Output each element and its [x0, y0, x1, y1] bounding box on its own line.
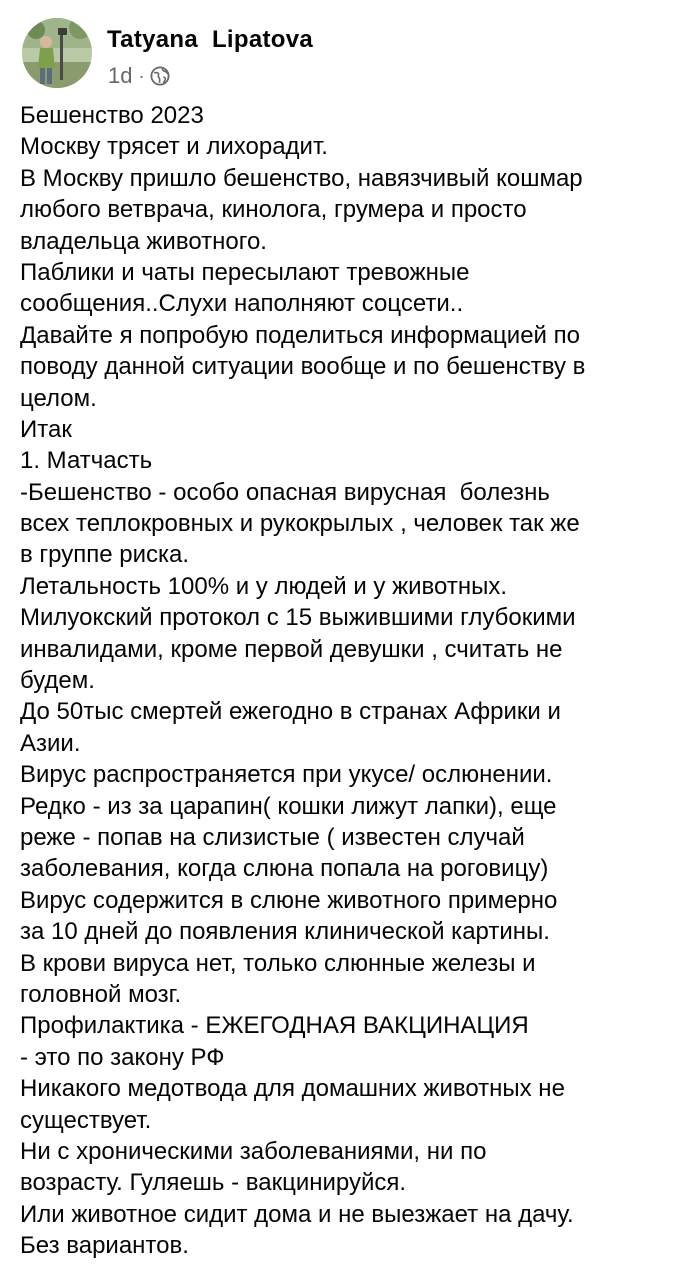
globe-icon[interactable] — [150, 66, 170, 86]
post-meta — [108, 63, 170, 89]
post-text-line: существует. — [20, 1106, 152, 1134]
post-text-line: Редко - из за царапин( кошки лижут лапки), еще — [20, 792, 557, 820]
post-text-line: Москву трясет и лихорадит. — [20, 133, 328, 161]
post-text-line: владельца животного. — [20, 227, 267, 255]
post-text-line: -Бешенство - особо опасная вирусная болезнь — [20, 478, 550, 506]
avatar-photo-icon — [22, 18, 92, 88]
post-text-line: поводу данной ситуации вообще и по бешенству в — [20, 353, 586, 381]
post-text-line: сообщения..Слухи наполняют соцсети.. — [20, 290, 464, 318]
post-text-line: Или животное сидит дома и не выезжает на дачу. — [20, 1200, 574, 1228]
post-text-line: Без вариантов. — [20, 1232, 189, 1260]
post-text-line: Летальность 100% и у людей и у животных. — [20, 572, 508, 600]
post-text-line: любого ветврача, кинолога, грумера и просто — [20, 196, 527, 224]
post-text-line: В крови вируса нет, только слюнные железы и — [20, 949, 536, 977]
post-text-line: Итак — [20, 415, 72, 443]
post-timestamp[interactable]: 1d — [108, 63, 133, 88]
post-body — [20, 100, 680, 1261]
post-text-line: Ни с хроническими заболеваниями, ни по — [20, 1137, 487, 1165]
post-text-line: Вирус содержится в слюне животного примерно — [20, 886, 558, 914]
post-text-line: Бешенство 2023 — [20, 102, 204, 129]
post-text-line: Профилактика - ЕЖЕГОДНАЯ ВАКЦИНАЦИЯ — [20, 1012, 529, 1040]
author-avatar[interactable] — [22, 18, 92, 88]
post-text-line: заболевания, когда слюна попала на роговицу) — [20, 855, 549, 883]
post-text-line: Никакого медотвода для домашних животных не — [20, 1075, 565, 1103]
post-text-line: возрасту. Гуляешь - вакцинируйся. — [20, 1169, 407, 1197]
post-text-line: инвалидами, кроме первой девушки , считать не — [20, 635, 563, 663]
post-text-line: 1. Матчасть — [20, 447, 153, 475]
post-text-line: головной мозг. — [20, 980, 182, 1008]
post-text-line: Давайте я попробую поделиться информацией по — [20, 321, 580, 349]
post-text-line: Милуокский протокол с 15 выжившими глубокими — [20, 604, 576, 632]
post-text-line: Азии. — [20, 729, 81, 757]
post-text-line: в группе риска. — [20, 541, 190, 569]
post-text-line: Вирус распространяется при укусе/ ослюнении. — [20, 761, 553, 789]
meta-separator: · — [138, 65, 145, 86]
post-text-line: До 50тыс смертей ежегодно в странах Африки и — [20, 698, 561, 726]
post-text-line: целом. — [20, 384, 97, 412]
post-text-line: за 10 дней до появления клинической картины. — [20, 918, 550, 946]
post-text-line: - это по закону РФ — [20, 1043, 225, 1071]
post-text-line: всех теплокровных и рукокрылых , человек так же — [20, 510, 580, 538]
post-text-line: будем. — [20, 667, 95, 695]
post-text-line: реже - попав на слизистые ( известен случай — [20, 823, 525, 851]
post-text-line: Паблики и чаты пересылают тревожные — [20, 258, 470, 286]
author-name[interactable]: Tatyana Lipatova — [107, 26, 314, 53]
post-header — [22, 18, 662, 90]
post-text-line: В Москву пришло бешенство, навязчивый кошмар — [20, 164, 583, 192]
